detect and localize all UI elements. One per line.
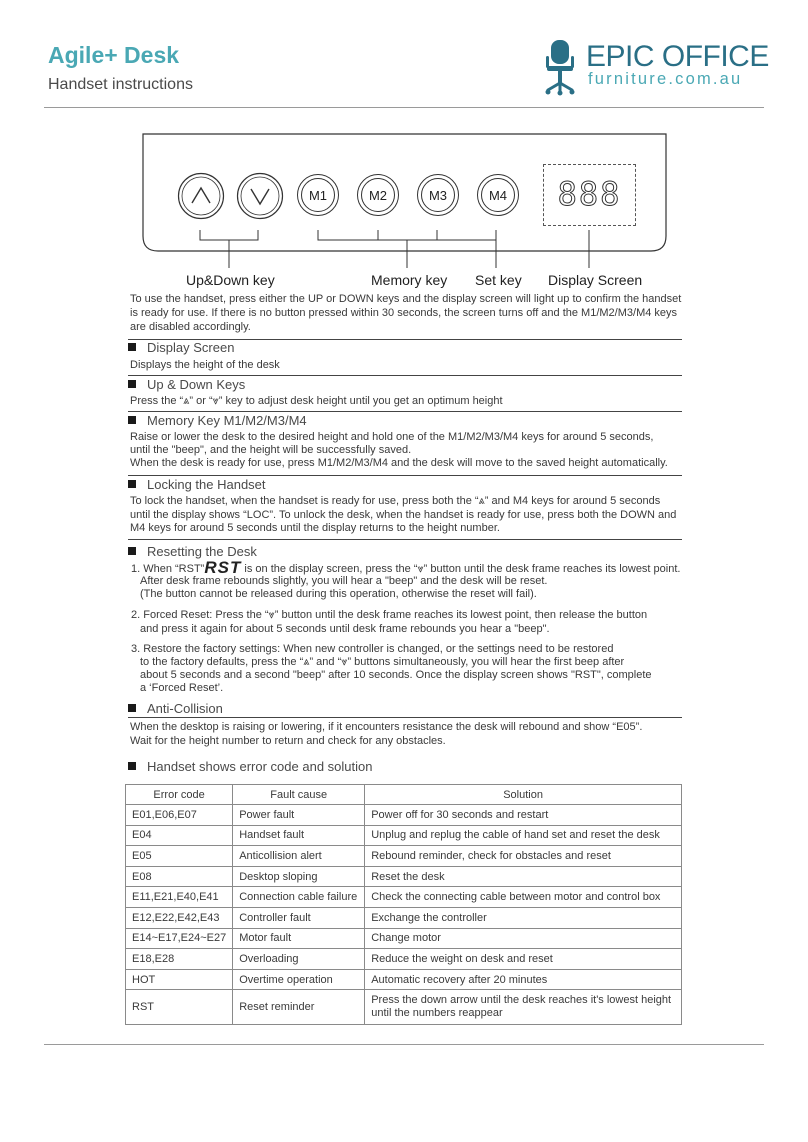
- m1-label: M1: [301, 178, 335, 212]
- section-resetting: [128, 544, 257, 559]
- table-row: [126, 969, 682, 990]
- section-text: Wait for the height number to return and check for any obstacles.: [130, 735, 446, 747]
- table-row: [126, 990, 682, 1025]
- brand-website: furniture.com.au: [588, 70, 743, 88]
- table-row: [126, 928, 682, 949]
- table-row: [126, 866, 682, 887]
- solution-cell: Power off for 30 seconds and restart: [365, 805, 682, 826]
- section-divider: [128, 411, 682, 412]
- updown-key-label: Up&Down key: [186, 272, 275, 288]
- fault-cause-cell: Overloading: [233, 949, 365, 970]
- m2-button[interactable]: [357, 174, 399, 216]
- m2-label: M2: [361, 178, 395, 212]
- section-text: a ‘Forced Reset’.: [140, 682, 224, 694]
- section-text: Raise or lower the desk to the desired height and hold one of the M1/M2/M3/M4 keys for around 5 seconds,: [130, 431, 654, 443]
- solution-cell: Unplug and replug the cable of hand set and reset the desk: [365, 825, 682, 846]
- section-heading: Display Screen: [147, 340, 235, 355]
- m1-button[interactable]: [297, 174, 339, 216]
- section-anti-collision: [128, 701, 223, 716]
- table-row: [126, 907, 682, 928]
- fault-cause-cell: Connection cable failure: [233, 887, 365, 908]
- header-solution: Solution: [365, 785, 682, 805]
- fault-cause-cell: Anticollision alert: [233, 846, 365, 867]
- display-digits: 888: [557, 175, 622, 213]
- error-code-cell: E11,E21,E40,E41: [126, 887, 233, 908]
- error-code-cell: E18,E28: [126, 949, 233, 970]
- fault-cause-cell: Reset reminder: [233, 990, 365, 1025]
- m3-label: M3: [421, 178, 455, 212]
- footer-divider: [44, 1044, 764, 1045]
- page-title: Agile+ Desk: [48, 42, 180, 68]
- fault-cause-cell: Motor fault: [233, 928, 365, 949]
- section-text: When the desktop is raising or lowering, if it encounters resistance the desk will rebound and show “E05”.: [130, 721, 643, 733]
- section-heading: Resetting the Desk: [147, 544, 257, 559]
- solution-cell: Exchange the controller: [365, 907, 682, 928]
- set-key-label: Set key: [475, 272, 522, 288]
- section-text: until the "beep", and the height will be successfully saved.: [130, 444, 412, 456]
- brand-name: EPIC OFFICE: [586, 40, 769, 73]
- fault-cause-cell: Desktop sloping: [233, 866, 365, 887]
- fault-cause-cell: Power fault: [233, 805, 365, 826]
- intro-text: To use the handset, press either the UP or DOWN keys and the display screen will light up to confirm the handset is ready for use. If there is no button pressed within 30 seconds, the screen turns off and the M1/M2/M3/M4 keys are disabled accordingly.: [130, 293, 682, 333]
- rst-display-glyph: RST: [204, 558, 242, 577]
- memory-key-label: Memory key: [371, 272, 448, 288]
- section-text: (The button cannot be released during this operation, otherwise the reset will fail).: [140, 588, 537, 600]
- error-code-cell: E12,E22,E42,E43: [126, 907, 233, 928]
- error-code-cell: RST: [126, 990, 233, 1025]
- error-code-table: [125, 784, 682, 1025]
- section-text: and press it again for about 5 seconds until desk frame rebounds you hear a "beep".: [140, 623, 550, 635]
- section-memory-key: [128, 413, 307, 428]
- header-error-code: Error code: [126, 785, 233, 805]
- solution-cell: Press the down arrow until the desk reaches it's lowest height until the numbers reappear: [365, 990, 682, 1025]
- section-heading: Memory Key M1/M2/M3/M4: [147, 413, 307, 428]
- fault-cause-cell: Handset fault: [233, 825, 365, 846]
- section-text: to the factory defaults, press the “⩓” and “⩔” buttons simultaneously, you will hear the first beep after: [140, 656, 625, 668]
- section-text: is on the display screen, press the “⩔” button until the desk frame reaches its lowest point.: [244, 563, 681, 575]
- section-divider: [128, 717, 682, 718]
- section-text: 1. When “RST”: [131, 563, 205, 575]
- section-text: 2. Forced Reset: Press the “⩔” button until the desk frame reaches its lowest point, then release the button: [131, 609, 648, 621]
- up-button[interactable]: [177, 172, 225, 220]
- section-error-codes: [128, 759, 372, 774]
- solution-cell: Check the connecting cable between motor and control box: [365, 887, 682, 908]
- section-text: After desk frame rebounds slightly, you will hear a "beep" and the desk will be reset.: [140, 575, 548, 587]
- section-heading: Handset shows error code and solution: [147, 759, 373, 774]
- table-row: [126, 949, 682, 970]
- error-code-cell: HOT: [126, 969, 233, 990]
- table-row: [126, 805, 682, 826]
- section-text: When the desk is ready for use, press M1/M2/M3/M4 and the desk will move to the saved height automatically.: [130, 457, 668, 469]
- section-heading: Up & Down Keys: [147, 377, 246, 392]
- header-divider: [44, 107, 764, 108]
- key-callout-lines: [190, 228, 600, 274]
- section-text: Press the “⩓” or “⩔” key to adjust desk height until you get an optimum height: [130, 395, 503, 407]
- section-updown-keys: [128, 377, 245, 392]
- m3-button[interactable]: [417, 174, 459, 216]
- error-code-cell: E08: [126, 866, 233, 887]
- solution-cell: Rebound reminder, check for obstacles and reset: [365, 846, 682, 867]
- table-row: [126, 825, 682, 846]
- section-display-screen: [128, 340, 234, 355]
- table-row: [126, 887, 682, 908]
- error-code-cell: E04: [126, 825, 233, 846]
- display-screen-label: Display Screen: [548, 272, 643, 288]
- office-chair-icon: [542, 38, 582, 96]
- section-heading: Locking the Handset: [147, 477, 266, 492]
- down-button[interactable]: [236, 172, 284, 220]
- m4-label: M4: [481, 178, 515, 212]
- section-text: Displays the height of the desk: [130, 359, 280, 371]
- section-divider: [128, 539, 682, 540]
- section-divider: [128, 375, 682, 376]
- m4-button[interactable]: [477, 174, 519, 216]
- display-screen: [543, 164, 636, 226]
- fault-cause-cell: Overtime operation: [233, 969, 365, 990]
- error-code-cell: E01,E06,E07: [126, 805, 233, 826]
- error-code-cell: E14~E17,E24~E27: [126, 928, 233, 949]
- solution-cell: Reset the desk: [365, 866, 682, 887]
- solution-cell: Automatic recovery after 20 minutes: [365, 969, 682, 990]
- section-text: To lock the handset, when the handset is ready for use, press both the “⩓” and M4 keys for around 5 seconds until the display shows “LOC”. To unlock the desk, when the handset is ready for use, press both the DOWN and M4 keys for around 5 seconds until the display returns to the height number.: [130, 495, 677, 534]
- solution-cell: Change motor: [365, 928, 682, 949]
- error-code-cell: E05: [126, 846, 233, 867]
- page-subtitle: Handset instructions: [48, 76, 193, 93]
- header-fault-cause: Fault cause: [233, 785, 365, 805]
- section-heading: Anti-Collision: [147, 701, 223, 716]
- table-header-row: [126, 785, 682, 805]
- section-divider: [128, 475, 682, 476]
- section-text: 3. Restore the factory settings: When new controller is changed, or the settings need to be restored: [131, 643, 614, 655]
- fault-cause-cell: Controller fault: [233, 907, 365, 928]
- section-text: about 5 seconds and a second "beep" after 10 seconds. Once the display screen shows "RST", complete: [140, 669, 652, 681]
- table-row: [126, 846, 682, 867]
- solution-cell: Reduce the weight on desk and reset: [365, 949, 682, 970]
- section-locking: [128, 477, 266, 492]
